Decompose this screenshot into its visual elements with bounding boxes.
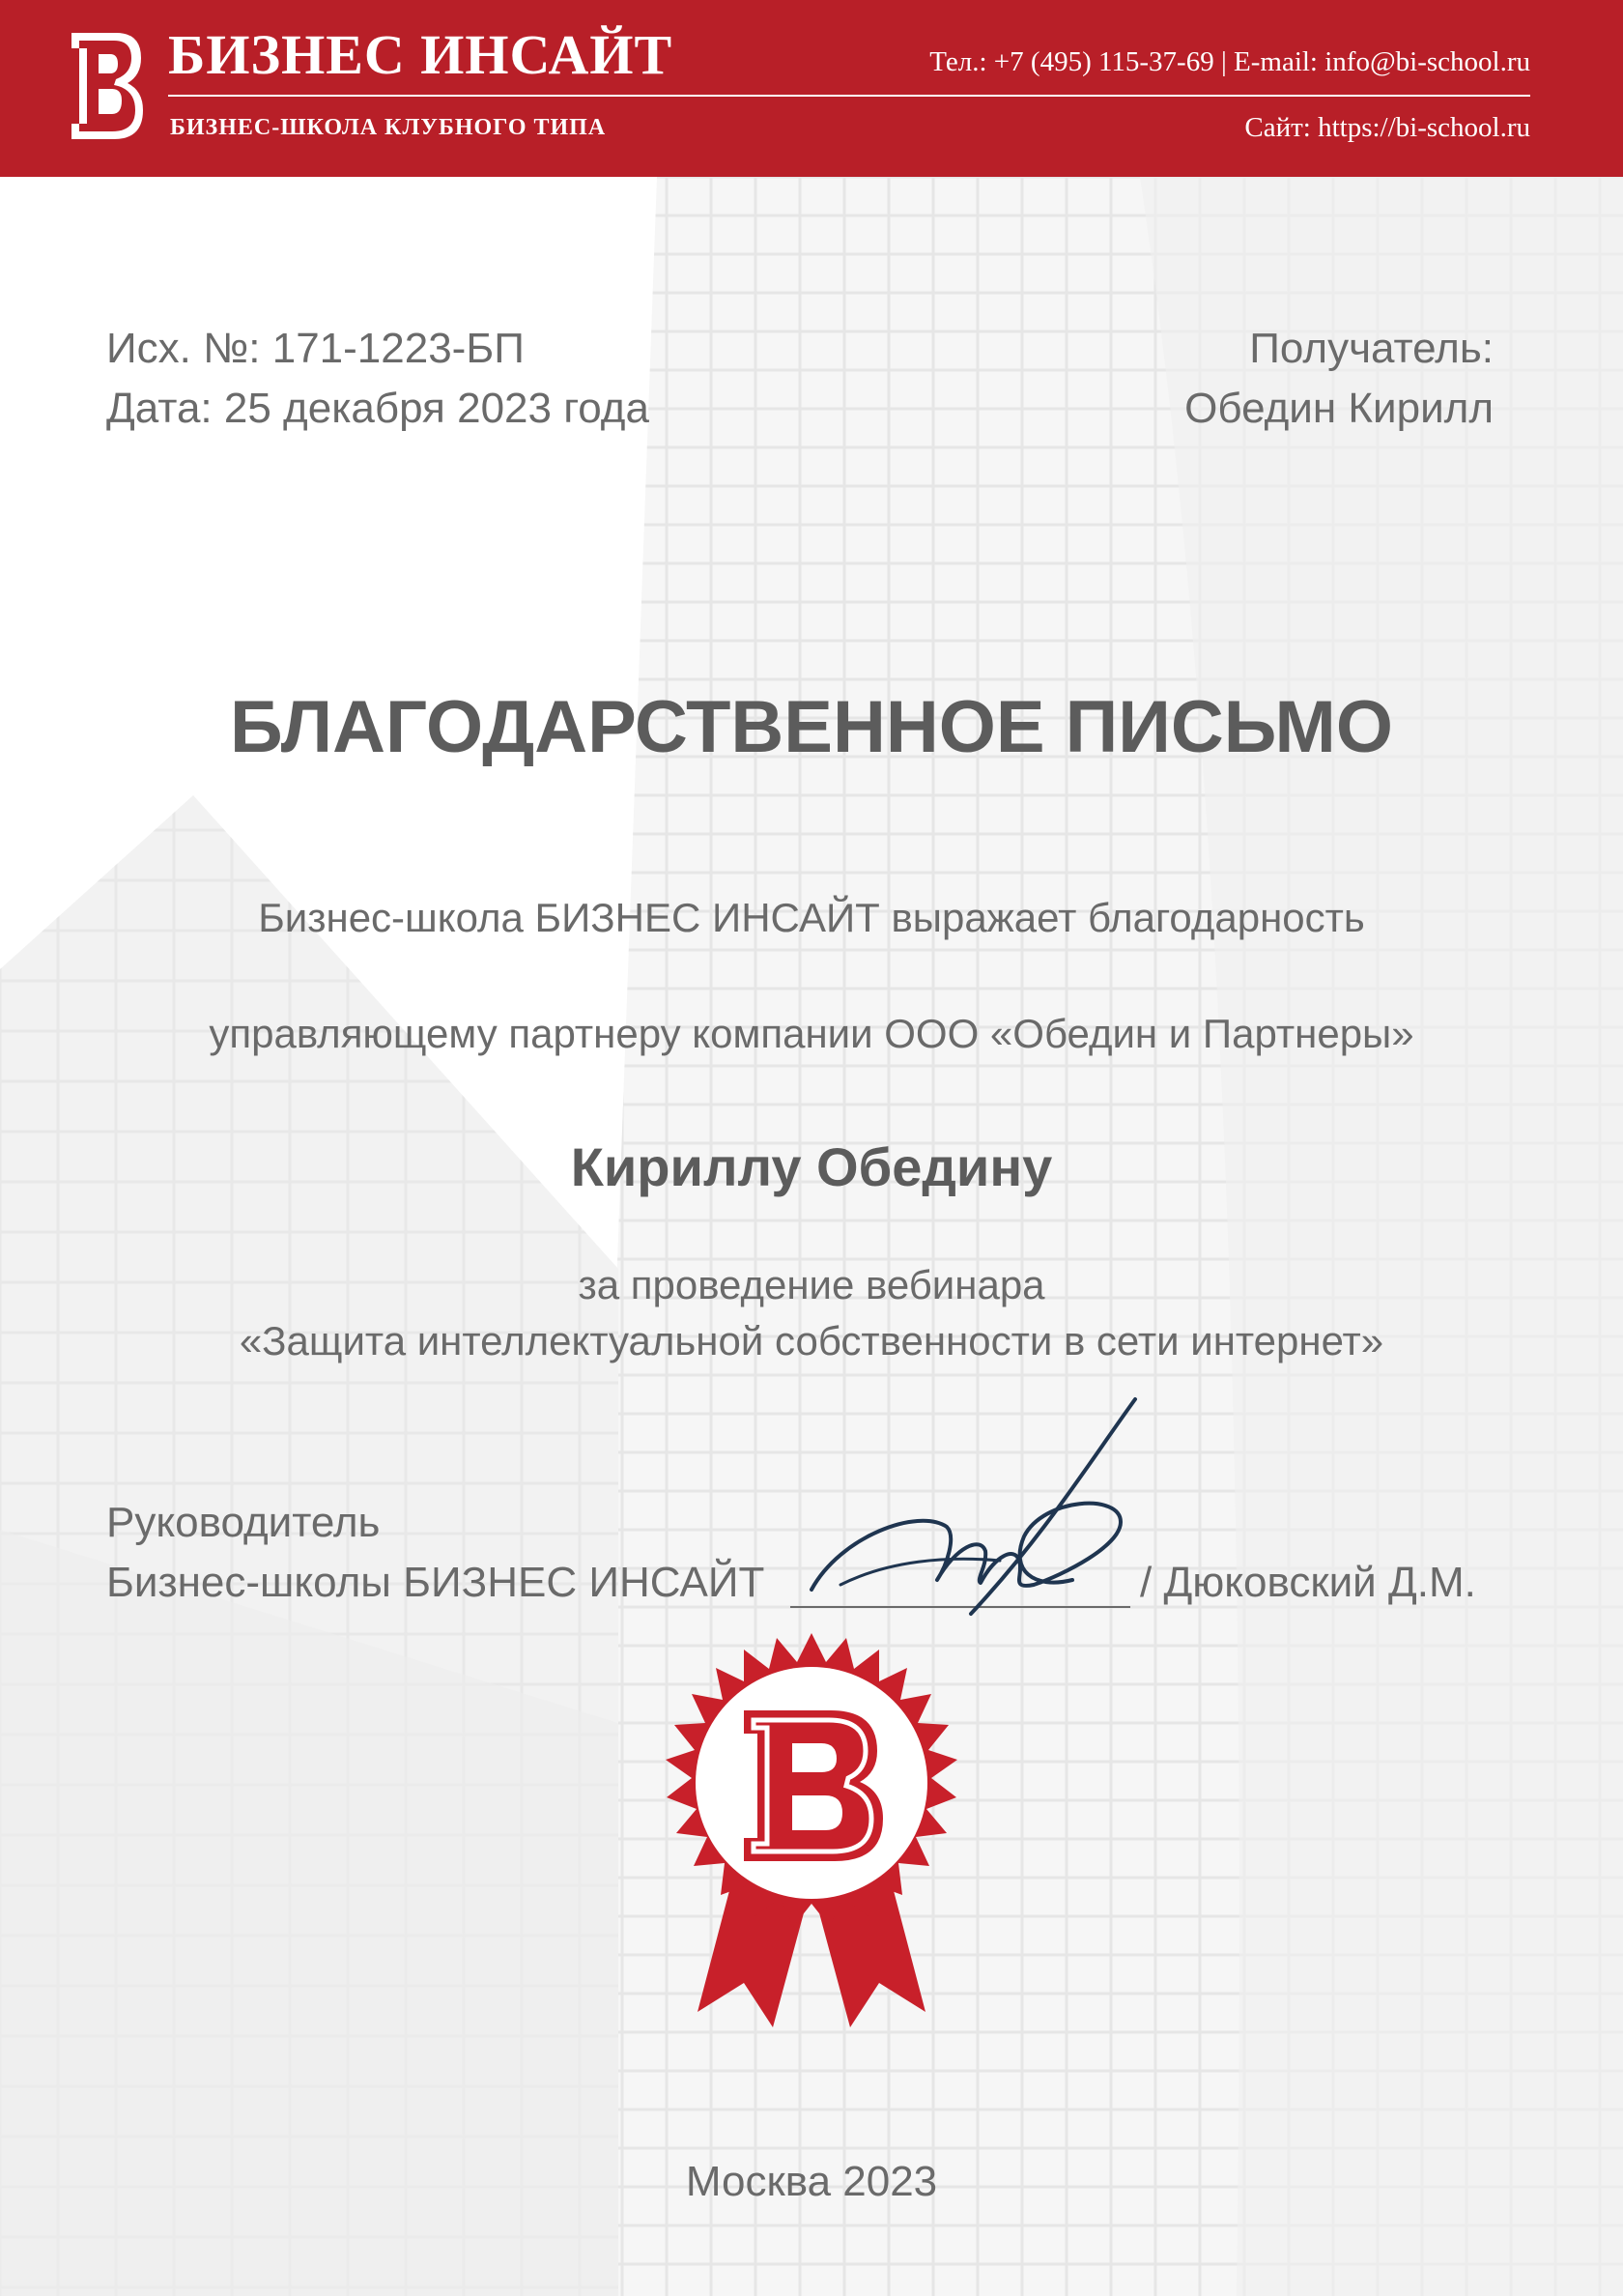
letterhead-header — [0, 0, 1623, 177]
signatory-name: / Дюковский Д.М. — [1140, 1559, 1476, 1606]
header-contacts: Тел.: +7 (495) 115-37-69 | E-mail: info@bi-school.ru — [929, 46, 1530, 77]
header-website: Сайт: https://bi-school.ru — [1244, 112, 1530, 143]
outgoing-meta — [106, 319, 649, 439]
recipient-label: Получатель: — [1249, 325, 1494, 372]
letter-title: БЛАГОДАРСТВЕННОЕ ПИСЬМО — [230, 686, 1393, 768]
header-divider — [168, 95, 1530, 97]
outgoing-number: Исх. №: 171-1223-БП — [106, 325, 525, 372]
letter-date: Дата: 25 декабря 2023 года — [106, 385, 649, 432]
letter-line-2: управляющему партнеру компании ООО «Обедин и Партнеры» — [209, 1011, 1414, 1056]
recipient-name: Обедин Кирилл — [1184, 385, 1494, 432]
brand-name: БИЗНЕС ИНСАЙТ — [168, 23, 673, 86]
webinar-title: «Защита интеллектуальной собственности в сети интернет» — [239, 1318, 1384, 1363]
honoree-name: Кириллу Обедину — [570, 1136, 1053, 1197]
signatory-position — [106, 1493, 764, 1613]
letter-line-3: за проведение вебинара — [578, 1262, 1045, 1307]
position-line-2: Бизнес-школы БИЗНЕС ИНСАЙТ — [106, 1559, 765, 1606]
handwritten-signature — [802, 1392, 1150, 1633]
recipient-block — [1184, 319, 1494, 439]
letter-line-1: Бизнес-школа БИЗНЕС ИНСАЙТ выражает благодарность — [258, 895, 1365, 940]
logo-b-icon — [68, 29, 145, 143]
brand-tagline: БИЗНЕС-ШКОЛА КЛУБНОГО ТИПА — [170, 115, 607, 140]
place-and-year: Москва 2023 — [685, 2158, 938, 2205]
school-seal-badge-icon — [630, 1623, 993, 2039]
position-line-1: Руководитель — [106, 1499, 381, 1546]
